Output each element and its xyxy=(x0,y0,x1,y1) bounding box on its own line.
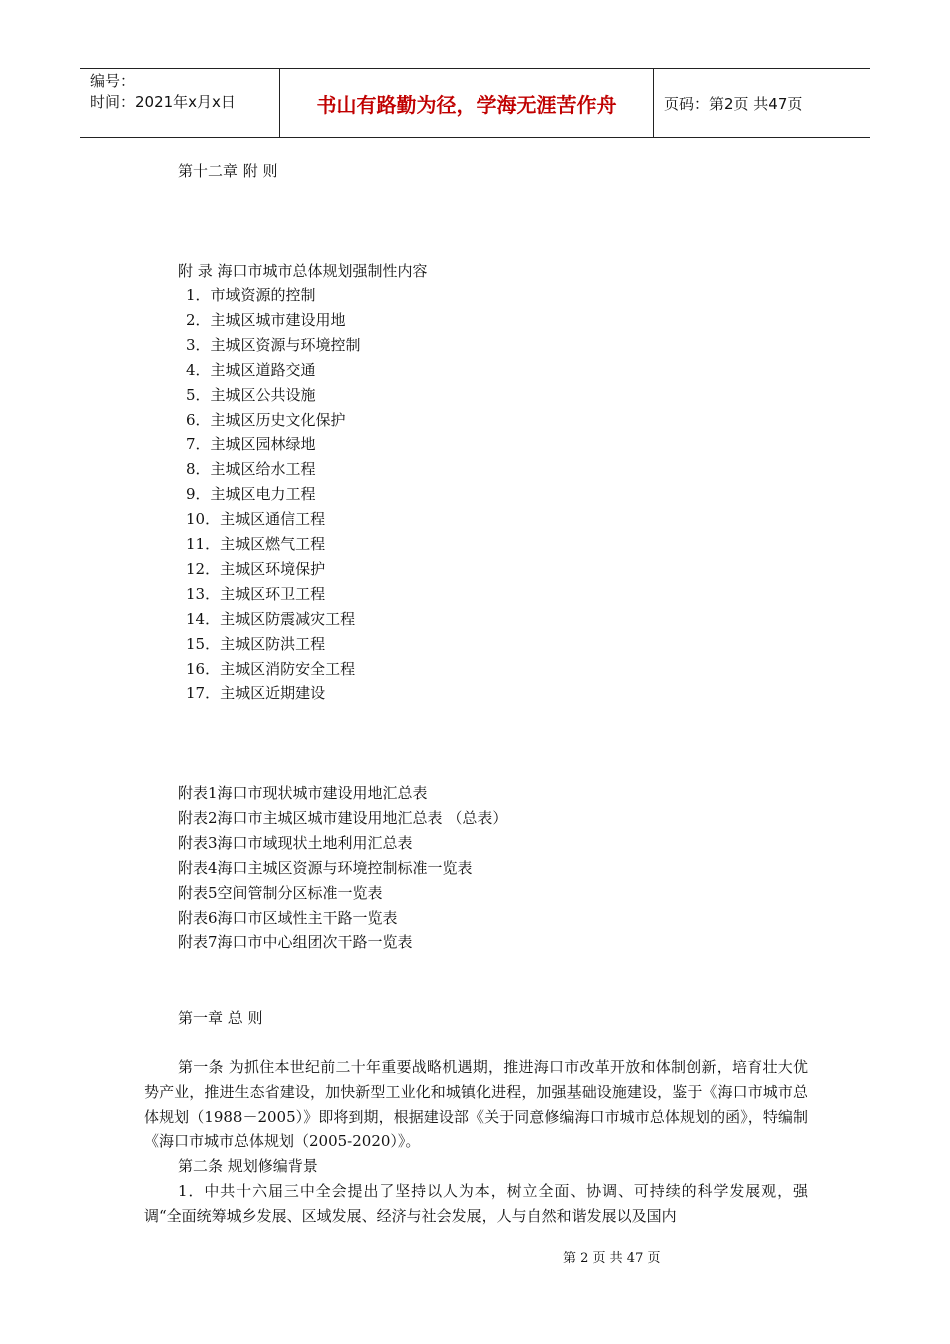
date-label: 时间：2021年x月x日 xyxy=(90,93,236,111)
number-label: 编号： xyxy=(90,72,136,90)
appendix-item: 7．主城区园林绿地 xyxy=(186,435,316,454)
appendix-item: 12．主城区环境保护 xyxy=(186,559,326,578)
header-page-label: 页码：第2页 共47页 xyxy=(664,94,803,113)
appendix-table-item: 附表4海口主城区资源与环境控制标准一览表 xyxy=(178,858,473,877)
appendix-title: 附 录 海口市城市总体规划强制性内容 xyxy=(178,262,428,280)
header-meta xyxy=(80,69,280,137)
appendix-item: 15．主城区防洪工程 xyxy=(186,634,326,653)
appendix-item: 3．主城区资源与环境控制 xyxy=(186,335,361,354)
appendix-table-item: 附表7海口市中心组团次干路一览表 xyxy=(178,933,413,952)
header-motto: 书山有路勤为径，学海无涯苦作舟 xyxy=(280,69,654,137)
appendix-table-item: 附表5空间管制分区标准一览表 xyxy=(178,883,383,902)
appendix-table-item: 附表6海口市区域性主干路一览表 xyxy=(178,908,398,927)
appendix-item: 13．主城区环卫工程 xyxy=(186,584,326,603)
appendix-table-item: 附表1海口市现状城市建设用地汇总表 xyxy=(178,784,428,802)
article-2: 第二条 规划修编背景 xyxy=(178,1157,318,1175)
appendix-item: 10．主城区通信工程 xyxy=(186,510,326,529)
chapter-1-heading: 第一章 总 则 xyxy=(178,1009,263,1027)
article-2-item-1: 1．中共十六届三中全会提出了坚持以人为本，树立全面、协调、可持续的科学发展观，强调“全面统筹城乡发展、区域发展、经济与社会发展，人与自然和谐发展以及国内 xyxy=(144,1182,808,1225)
page-footer: 第 2 页 共 47 页 xyxy=(563,1251,661,1266)
appendix-item: 14．主城区防震减灾工程 xyxy=(186,609,356,628)
appendix-item: 9．主城区电力工程 xyxy=(186,485,316,504)
appendix-item: 5．主城区公共设施 xyxy=(186,385,316,404)
article-1: 第一条 为抓住本世纪前二十年重要战略机遇期，推进海口市改革开放和体制创新，培育壮大优势产业，推进生态省建设，加快新型工业化和城镇化进程，加强基础设施建设，鉴于《海口市城市总体规划（1988－2005）》即将到期，根据建设部《关于同意修编海口市城市总体规划的函》，特编制《海口市城市总体规划（2005-2020）》。 xyxy=(144,1058,808,1151)
appendix-item: 1．市域资源的控制 xyxy=(186,286,316,304)
appendix-item: 4．主城区道路交通 xyxy=(186,360,316,379)
appendix-item: 2．主城区城市建设用地 xyxy=(186,310,346,329)
appendix-item: 11．主城区燃气工程 xyxy=(186,535,326,553)
appendix-item: 17．主城区近期建设 xyxy=(186,684,326,703)
page-header xyxy=(80,68,870,138)
appendix-item: 16．主城区消防安全工程 xyxy=(186,659,356,678)
appendix-item: 6．主城区历史文化保护 xyxy=(186,410,346,429)
appendix-table-item: 附表2海口市主城区城市建设用地汇总表 （总表） xyxy=(178,808,508,827)
chapter-12-heading: 第十二章 附 则 xyxy=(178,162,278,180)
appendix-item: 8．主城区给水工程 xyxy=(186,460,316,479)
appendix-table-item: 附表3海口市域现状土地利用汇总表 xyxy=(178,833,413,852)
